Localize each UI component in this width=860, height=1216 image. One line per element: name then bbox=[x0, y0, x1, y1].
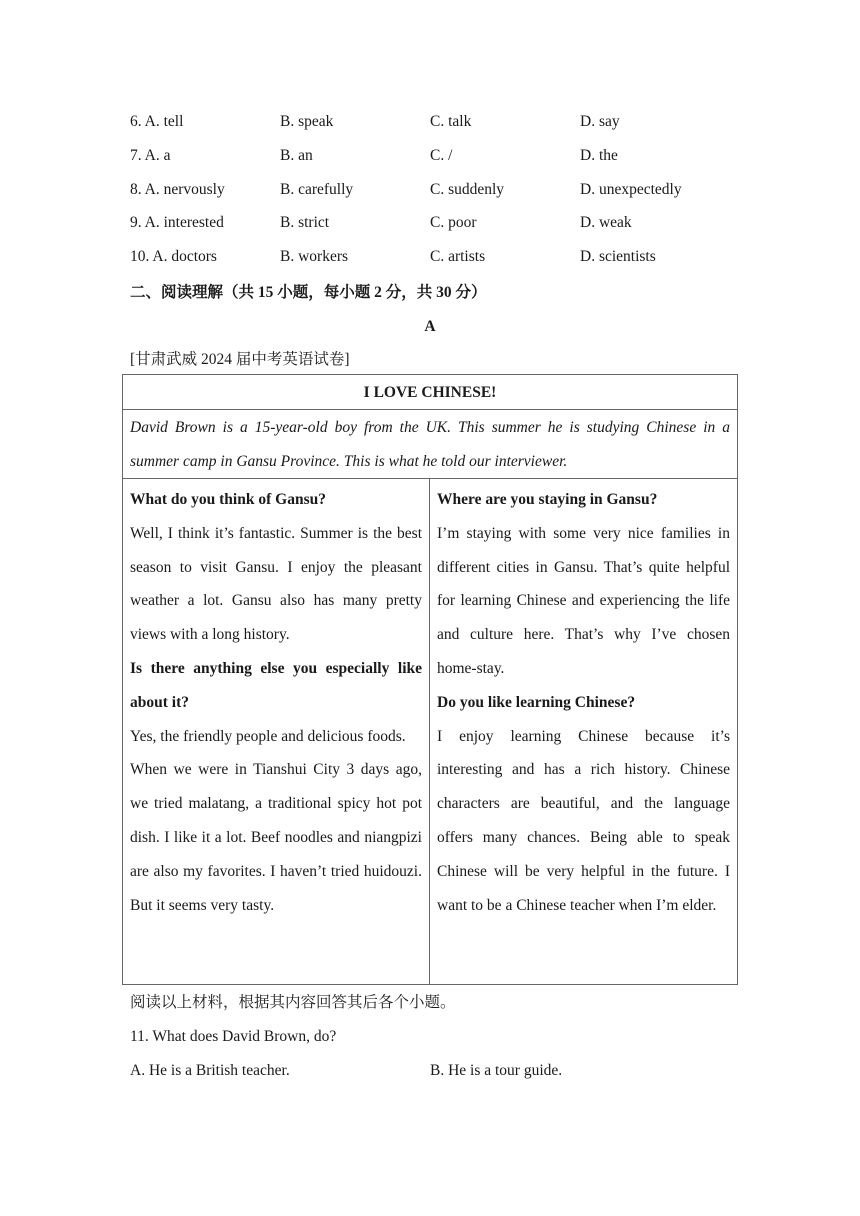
option: 7. A. a bbox=[130, 146, 171, 164]
option: 9. A. interested bbox=[130, 214, 224, 232]
option: C. artists bbox=[430, 248, 486, 266]
option: D. say bbox=[580, 113, 620, 130]
left-column bbox=[123, 479, 430, 984]
box-intro: David Brown is a 15-year-old boy from the UK. This summer he is studying Chinese in a summer camp in Gansu Province. This is what he told our interviewer. bbox=[123, 410, 737, 479]
option: 8. A. nervously bbox=[130, 180, 225, 198]
question-11: 11. What does David Brown, do? bbox=[130, 1028, 337, 1045]
option: 6. A. tell bbox=[130, 113, 184, 130]
option: B. speak bbox=[280, 113, 334, 130]
interview-answer: When we were in Tianshui City 3 days ago, we tried malatang, a traditional spicy hot pot dish. I like it a lot. Beef noodles and niangpizi are also my favorites. I haven’t tried huidouzi. But it seems very tasty. bbox=[130, 761, 422, 914]
choice-options bbox=[130, 109, 750, 278]
interview-answer: I’m staying with some very nice families in different cities in Gansu. That’s quite helpful for learning Chinese and experiencing the life and culture here. That’s why I’ve chosen home-stay. bbox=[437, 524, 730, 677]
section-heading: 二、阅读理解（共 15 小题，每小题 2 分，共 30 分） bbox=[130, 284, 487, 301]
interview-answer: Well, I think it’s fantastic. Summer is the best season to visit Gansu. I enjoy the pleasant weather a lot. Gansu also has many pretty views with a long history. bbox=[130, 524, 422, 644]
option: B. carefully bbox=[280, 180, 354, 198]
option: C. / bbox=[430, 146, 453, 164]
option: D. scientists bbox=[580, 248, 656, 266]
interview-question: What do you think of Gansu? bbox=[130, 491, 326, 508]
passage-letter: A bbox=[424, 318, 436, 335]
option-row-7 bbox=[130, 143, 750, 177]
option-row-10 bbox=[130, 244, 750, 278]
option-row-6 bbox=[130, 109, 750, 143]
reading-instruction: 阅读以上材料，根据其内容回答其后各个小题。 bbox=[130, 994, 456, 1011]
interview-answer: I enjoy learning Chinese because it’s interesting and has a rich history. Chinese characters are beautiful, and the language offers many chances. Being able to speak Chinese will be very helpful in the future. I want to be a Chinese teacher when I’m elder. bbox=[437, 727, 730, 914]
interview-box bbox=[122, 374, 738, 985]
answer-option-a: A. He is a British teacher. bbox=[130, 1062, 290, 1079]
box-title: I LOVE CHINESE! bbox=[123, 375, 737, 410]
option: C. talk bbox=[430, 113, 472, 130]
interview-columns bbox=[123, 479, 737, 984]
option: B. strict bbox=[280, 214, 330, 232]
option: C. suddenly bbox=[430, 180, 505, 198]
option: 10. A. doctors bbox=[130, 248, 217, 266]
right-column bbox=[430, 479, 737, 984]
answer-option-b: B. He is a tour guide. bbox=[430, 1062, 563, 1079]
option: C. poor bbox=[430, 214, 477, 232]
interview-answer: Yes, the friendly people and delicious foods. bbox=[130, 727, 406, 745]
option-row-9 bbox=[130, 210, 750, 244]
interview-question: Where are you staying in Gansu? bbox=[437, 491, 658, 508]
option-row-8 bbox=[130, 177, 750, 211]
option: B. an bbox=[280, 146, 313, 164]
source-citation: [甘肃武威 2024 届中考英语试卷] bbox=[130, 351, 350, 368]
interview-question: Is there anything else you especially like about it? bbox=[130, 659, 422, 711]
option: D. unexpectedly bbox=[580, 180, 682, 198]
answer-options bbox=[130, 1058, 750, 1083]
option: D. the bbox=[580, 146, 618, 164]
option: B. workers bbox=[280, 248, 349, 266]
interview-question: Do you like learning Chinese? bbox=[437, 693, 636, 711]
option: D. weak bbox=[580, 214, 632, 232]
